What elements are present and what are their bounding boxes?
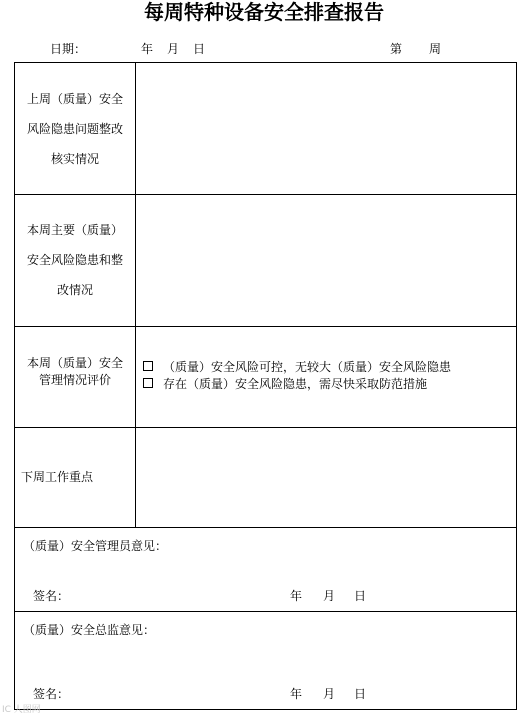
date-label: 日期： xyxy=(50,42,87,56)
row-label-management-evaluation: 本周（质量）安全 管理情况评价 xyxy=(26,356,123,387)
row-divider xyxy=(15,326,516,327)
safety-officer-opinion-label: （质量）安全管理员意见： xyxy=(23,539,168,553)
safety-officer-month: 月 xyxy=(323,589,336,603)
week-prefix: 第 xyxy=(390,42,403,56)
row-divider xyxy=(15,527,516,528)
row-content-last-week-rectification[interactable] xyxy=(136,63,516,194)
option-risk-controllable[interactable]: （质量）安全风险可控，无较大（质量）安全风险隐患 xyxy=(143,359,451,375)
row-content-next-week-focus[interactable] xyxy=(136,428,516,527)
date-day: 日 xyxy=(193,42,206,56)
row-label-next-week-focus: 下周工作重点 xyxy=(21,470,94,484)
week-suffix: 周 xyxy=(429,42,442,56)
date-year: 年 xyxy=(141,42,154,56)
safety-director-year: 年 xyxy=(290,687,303,701)
row-label-this-week-hazards: 本周主要（质量） 安全风险隐患和整 改情况 xyxy=(26,223,123,297)
checkbox[interactable] xyxy=(143,361,153,371)
checkbox[interactable] xyxy=(143,378,153,388)
row-content-this-week-hazards[interactable] xyxy=(136,195,516,326)
safety-director-month: 月 xyxy=(323,687,336,701)
row-label-last-week-rectification: 上周（质量）安全 风险隐患问题整改 核实情况 xyxy=(26,92,123,166)
safety-officer-day: 日 xyxy=(354,589,367,603)
report-table xyxy=(14,62,517,710)
safety-officer-sign-label: 签名： xyxy=(33,589,70,603)
page-title: 每周特种设备安全排查报告 xyxy=(144,0,384,24)
safety-officer-year: 年 xyxy=(290,589,303,603)
watermark: IC 人图网 xyxy=(2,705,41,715)
safety-director-day: 日 xyxy=(354,687,367,701)
safety-director-opinion-label: （质量）安全总监意见： xyxy=(23,623,156,637)
option-risk-exists[interactable]: 存在（质量）安全风险隐患，需尽快采取防范措施 xyxy=(143,376,427,392)
row-divider xyxy=(15,611,516,612)
safety-director-sign-label: 签名： xyxy=(33,687,70,701)
date-month: 月 xyxy=(167,42,180,56)
